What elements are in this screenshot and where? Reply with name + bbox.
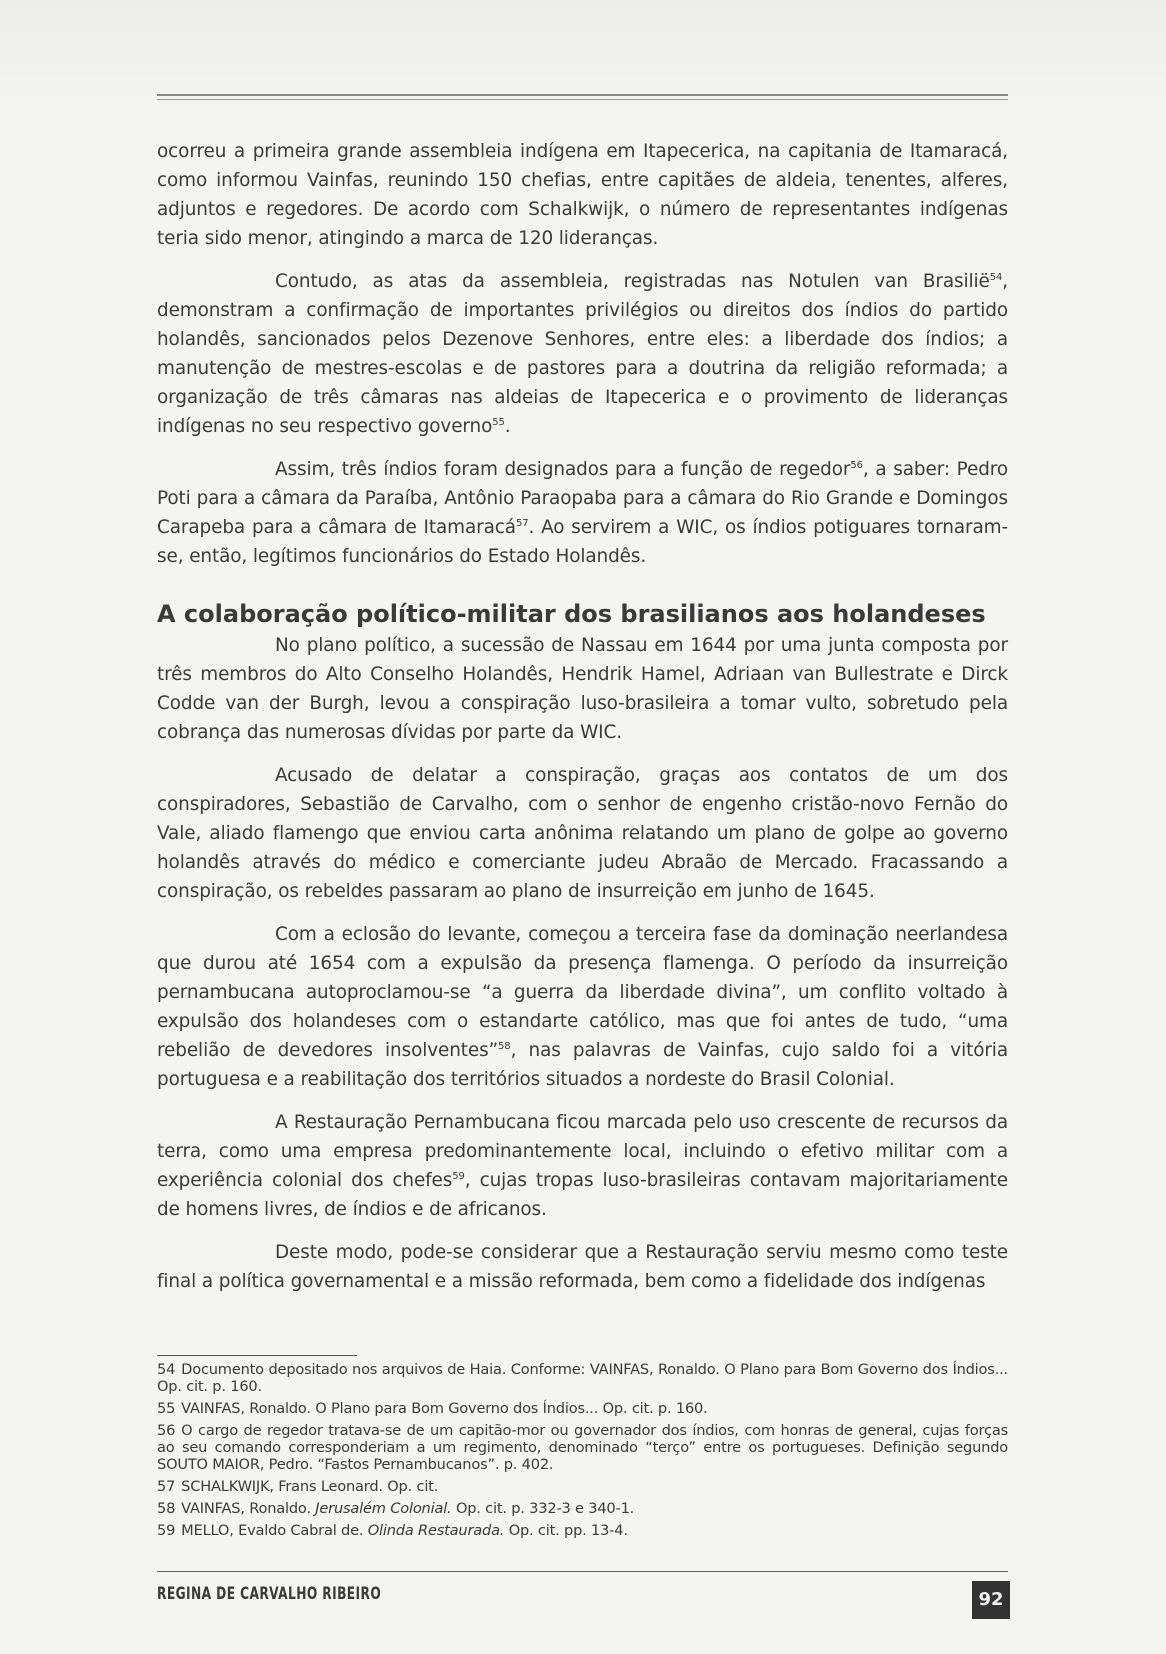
paragraph-2-part-c: .: [504, 416, 511, 437]
footnote-text: VAINFAS, Ronaldo.: [181, 1500, 316, 1517]
footnote-title-italic: Jerusalém Colonial.: [315, 1500, 452, 1517]
footnote-ref-57[interactable]: 57: [515, 517, 529, 529]
footnote-54: [157, 1361, 1008, 1395]
paragraph-7-part-b: , cujas tropas luso-brasileiras contavam majoritariamente de homens livres, de índios e de africanos.: [157, 1170, 1008, 1220]
footnote-ref-56[interactable]: 56: [850, 459, 863, 471]
footnote-text: MELLO, Evaldo Cabral de.: [181, 1522, 368, 1539]
footnotes: [157, 1361, 1008, 1544]
footnote-58: [157, 1500, 1008, 1517]
footnote-ref-58[interactable]: 58: [498, 1040, 511, 1052]
footnote-separator: [157, 1355, 357, 1356]
footnote-number: 56: [157, 1422, 176, 1439]
paragraph-3-part-b: , a saber: Pedro Poti para a câmara da Paraíba, Antônio Paraopaba para a câmara do Rio Grande e Domingos Carapeba para a câmara de Itamaracá: [157, 459, 1008, 538]
footnote-number: 57: [157, 1478, 176, 1495]
footnote-number: 55: [157, 1400, 176, 1417]
footnote-text: VAINFAS, Ronaldo. O Plano para Bom Governo dos Índios... Op. cit. p. 160.: [181, 1400, 708, 1417]
paragraph-6-part-b: , nas palavras de Vainfas, cujo saldo foi a vitória portuguesa e a reabilitação dos territórios situados a nordeste do Brasil Colonial.: [157, 1040, 1008, 1090]
footnote-text-post: Op. cit. p. 332-3 e 340-1.: [451, 1500, 635, 1517]
footnote-55: [157, 1400, 1008, 1417]
paragraph-8: Deste modo, pode-se considerar que a Restauração serviu mesmo como teste final a política governamental e a missão reformada, bem como a fidelidade dos indígenas: [157, 1242, 1008, 1292]
paragraph-7-part-a: A Restauração Pernambucana ficou marcada pelo uso crescente de recursos da terra, como uma empresa predominantemente local, incluindo o efetivo militar com a experiência colonial dos chefes: [157, 1112, 1008, 1191]
footnote-text: SCHALKWIJK, Frans Leonard. Op. cit.: [181, 1478, 439, 1495]
footer-author: REGINA DE CARVALHO RIBEIRO: [157, 1584, 382, 1604]
paragraph-7: [157, 1108, 1008, 1224]
paragraph-2-part-b: , demonstram a confirmação de importantes privilégios ou direitos dos índios do partido holandês, sancionados pelos Dezenove Senhores, entre eles: a liberdade dos índios; a manutenção de mestres-escolas e de pastores para a doutrina da religião reformada; a organização de três câmaras nas aldeias de Itapecerica e o provimento de lideranças indígenas no seu respectivo governo: [157, 271, 1008, 437]
header-rule-thin: [157, 99, 1008, 100]
paragraph-3-part-c: . Ao servirem a WIC, os índios potiguares tornaram-se, então, legítimos funcionários do Estado Holandês.: [157, 517, 1008, 567]
footnote-text-post: Op. cit. pp. 13-4.: [504, 1522, 628, 1539]
main-text: [157, 137, 1008, 1310]
footnote-ref-59[interactable]: 59: [452, 1170, 465, 1182]
footnote-59: [157, 1522, 1008, 1539]
paragraph-6-part-a: Com a eclosão do levante, começou a terceira fase da dominação neerlandesa que durou até 1654 com a expulsão da presença flamenga. O período da insurreição pernambucana autoproclamou-se “a guerra da liberdade divina”, um conflito voltado à expulsão dos holandeses com o estandarte católico, mas que foi antes de tudo, “uma rebelião de devedores insolventes”: [157, 924, 1008, 1061]
paragraph-2: [157, 267, 1008, 441]
footnote-ref-54[interactable]: 54: [989, 271, 1003, 283]
footnote-text: O cargo de regedor tratava-se de um capitão-mor ou governador dos índios, com honras de general, cujas forças ao seu comando corresponderiam a um regimento, denominado “terço” entre os portugueses. Definição segundo SOUTO MAIOR, Pedro. “Fastos Pernambucanos”. p. 402.: [157, 1422, 1008, 1473]
footnote-title-italic: Olinda Restaurada.: [367, 1522, 505, 1539]
header-rule: [157, 94, 1008, 96]
paragraph-4: No plano político, a sucessão de Nassau em 1644 por uma junta composta por três membros do Alto Conselho Holandês, Hendrik Hamel, Adriaan van Bullestrate e Dirck Codde van der Burgh, levou a conspiração luso-brasileira a tomar vulto, sobretudo pela cobrança das numerosas dívidas por parte da WIC.: [157, 635, 1008, 743]
paragraph-1: ocorreu a primeira grande assembleia indígena em Itapecerica, na capitania de Itamaracá, como informou Vainfas, reunindo 150 chefias, entre capitães de aldeia, tenentes, alferes, adjuntos e regedores. De acordo com Schalkwijk, o número de representantes indígenas teria sido menor, atingindo a marca de 120 lideranças.: [157, 141, 1008, 249]
paragraph-5: Acusado de delatar a conspiração, graças aos contatos de um dos conspiradores, Sebastião de Carvalho, com o senhor de engenho cristão-novo Fernão do Vale, aliado flamengo que enviou carta anônima relatando um plano de golpe ao governo holandês através do médico e comerciante judeu Abraão de Mercado. Fracassando a conspiração, os rebeldes passaram ao plano de insurreição em junho de 1645.: [157, 765, 1008, 902]
paragraph-6: [157, 920, 1008, 1094]
footnote-56: [157, 1422, 1008, 1473]
footnote-number: 54: [157, 1361, 176, 1378]
paragraph-3-part-a: Assim, três índios foram designados para a função de regedor: [275, 459, 851, 480]
paragraph-3: [157, 455, 1008, 571]
paragraph-2-part-a: Contudo, as atas da assembleia, registradas nas Notulen van Brasilië: [275, 271, 990, 292]
footnote-number: 58: [157, 1500, 176, 1517]
page-number: 92: [972, 1581, 1010, 1619]
footnote-text: Documento depositado nos arquivos de Haia. Conforme: VAINFAS, Ronaldo. O Plano para Bom Governo dos Índios... Op. cit. p. 160.: [157, 1361, 1008, 1395]
footnote-number: 59: [157, 1522, 176, 1539]
footnote-57: [157, 1478, 1008, 1495]
footnote-ref-55[interactable]: 55: [492, 416, 505, 428]
footer-rule: [157, 1571, 1008, 1572]
section-title: A colaboração político-militar dos brasilianos aos holandeses: [157, 600, 986, 628]
